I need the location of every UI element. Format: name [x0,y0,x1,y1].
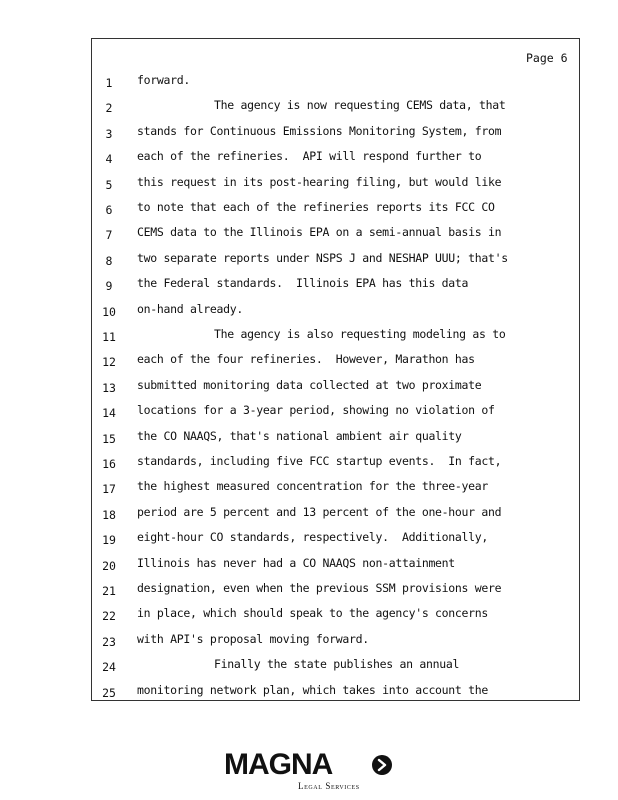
line-text: submitted monitoring data collected at two proximate [137,377,482,392]
transcript-line [0,479,618,499]
line-number: 6 [105,203,113,217]
line-text: on-hand already. [137,301,243,316]
line-text: the highest measured concentration for the three-year [137,479,489,494]
transcript-line [0,302,618,322]
line-text: stands for Continuous Emissions Monitoring System, from [137,123,502,138]
transcript-line [0,606,618,626]
line-text: locations for a 3-year period, showing no violation of [137,403,495,418]
line-text: this request in its post-hearing filing, but would like [137,174,502,189]
transcript-line [0,378,618,398]
line-text: the CO NAAQS, that's national ambient air quality [137,428,462,443]
transcript-line [0,657,618,677]
line-number: 10 [102,304,116,319]
line-text: forward. [137,73,190,87]
line-number: 13 [102,380,116,395]
line-text: the Federal standards. Illinois EPA has this data [137,276,469,291]
transcript-line [0,149,618,169]
line-text: monitoring network plan, which takes into account the [137,682,489,697]
transcript-line [0,403,618,423]
transcript-line [0,505,618,525]
line-number: 15 [102,431,116,446]
line-number: 3 [105,126,113,141]
line-text: each of the four refineries. However, Marathon has [137,352,475,367]
line-text: designation, even when the previous SSM provisions were [137,581,502,595]
line-text: CEMS data to the Illinois EPA on a semi-annual basis in [137,225,502,240]
line-number: 23 [102,634,116,649]
line-number: 22 [102,609,116,624]
page-number: Page 6 [526,51,568,65]
line-number: 14 [102,406,116,421]
transcript-line [0,581,618,601]
line-number: 18 [102,507,116,522]
line-text: The agency is also requesting modeling as to [214,327,506,341]
transcript-line [0,454,618,474]
transcript-line [0,276,618,296]
line-text: eight-hour CO standards, respectively. Additionally, [137,530,489,545]
transcript-line [0,683,618,703]
transcript-line [0,327,618,347]
transcript-line [0,175,618,195]
line-number: 2 [105,101,113,116]
line-number: 25 [102,685,116,700]
line-text: to note that each of the refineries reports its FCC CO [137,200,495,214]
transcript-line [0,98,618,118]
line-number: 4 [105,152,113,167]
transcript-line [0,632,618,652]
magna-logo [224,748,400,794]
transcript-line [0,556,618,576]
arrow-circle-icon [372,755,392,775]
transcript-line [0,225,618,245]
transcript-line [0,124,618,144]
line-text: two separate reports under NSPS J and NESHAP UUU; that's [137,250,508,265]
line-text: The agency is now requesting CEMS data, that [214,98,506,113]
line-text: Finally the state publishes an annual [214,657,460,672]
line-number: 12 [102,355,116,370]
line-text: period are 5 percent and 13 percent of the one-hour and [137,504,502,519]
line-number: 1 [105,76,113,90]
line-number: 20 [102,558,116,573]
transcript-line [0,200,618,220]
line-number: 16 [102,457,116,471]
transcript-line [0,530,618,550]
line-text: each of the refineries. API will respond further to [137,149,482,164]
line-number: 8 [105,253,113,268]
line-text: with API's proposal moving forward. [137,631,369,646]
transcript-line [0,429,618,449]
line-text: Illinois has never had a CO NAAQS non-attainment [137,555,455,570]
line-text: standards, including five FCC startup events. In fact, [137,454,502,468]
line-text: in place, which should speak to the agency's concerns [137,606,489,621]
line-number: 5 [105,177,113,192]
line-number: 24 [102,660,116,675]
line-number: 7 [105,228,113,243]
line-number: 21 [102,584,116,598]
logo-wordmark: MAGNA [224,748,333,781]
line-number: 9 [105,279,113,294]
line-number: 17 [102,482,116,497]
logo-subtitle: Legal Services [298,781,360,791]
line-number: 19 [102,533,116,548]
transcript-line [0,73,618,93]
line-number: 11 [102,330,116,344]
transcript-line [0,251,618,271]
transcript-line [0,352,618,372]
